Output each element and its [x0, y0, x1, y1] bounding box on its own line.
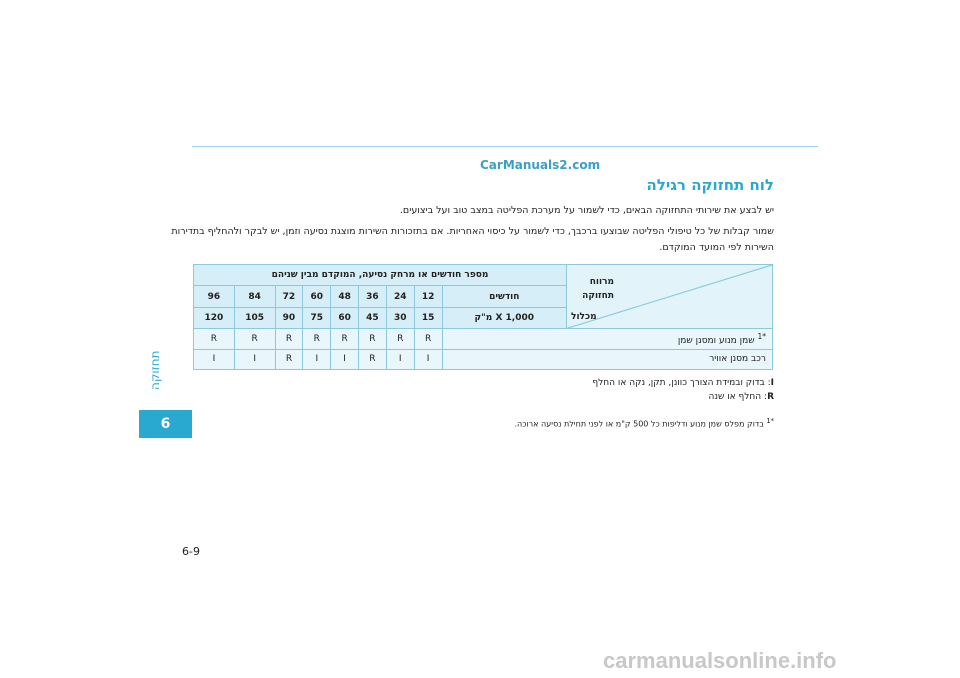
km-cell: 45 — [359, 307, 387, 328]
legend-key: R — [767, 392, 774, 402]
value-cell: I — [234, 349, 275, 369]
legend-colon: : — [761, 392, 768, 402]
value-cell: R — [359, 349, 387, 369]
months-label: חודשים — [442, 286, 567, 307]
paragraph-2: שמור קבלות של כל טיפולי הפליטה שבוצעו ברכבך, כדי לשמור על כיסוי האחריות. אם בתזכורות השירות מוצגת נסיעה וזמן, יש לבקר ולהחליף בתדירות — [171, 226, 774, 237]
km-cell: 105 — [234, 307, 275, 328]
row-label — [442, 329, 773, 349]
watermark-top[interactable]: CarManuals2.com — [480, 158, 601, 172]
km-cell: 120 — [194, 307, 235, 328]
value-cell: I — [194, 349, 235, 369]
months-cell: 60 — [303, 286, 331, 307]
value-cell: I — [386, 349, 414, 369]
table-header-row — [194, 265, 773, 286]
legend-item — [708, 392, 774, 402]
months-cell: 12 — [414, 286, 442, 307]
corner-top-line2: תחזוקה — [582, 291, 614, 301]
corner-top-line1: מרווח — [589, 277, 614, 287]
watermark-bottom[interactable]: carmanualsonline.info — [603, 648, 837, 673]
value-cell: R — [303, 329, 331, 349]
footnote — [514, 417, 774, 429]
km-cell: 15 — [414, 307, 442, 328]
footnote-mark: *1 — [766, 417, 774, 425]
footnote-ref: *1 — [757, 331, 766, 341]
legend-text: בדוק ובמידת הצורך כוונן, תקן, נקה או החלף — [592, 378, 765, 388]
value-cell: R — [275, 329, 303, 349]
footnote-text: בדוק מפלס שמן מנוע ודליפות כל 500 ק"מ או לפני תחילת נסיעה ארוכה. — [514, 419, 764, 429]
km-cell: 30 — [386, 307, 414, 328]
value-cell: I — [303, 349, 331, 369]
legend-key: I — [770, 378, 774, 388]
value-cell: R — [386, 329, 414, 349]
side-section-label: תחזוקה — [148, 350, 162, 390]
value-cell: I — [331, 349, 359, 369]
maintenance-schedule-table — [193, 264, 773, 370]
value-cell: R — [331, 329, 359, 349]
legend-text: החלף או שנה — [708, 392, 762, 402]
paragraph-3: השירות לפי המועד המוקדם. — [659, 242, 774, 253]
months-cell: 24 — [386, 286, 414, 307]
months-cell: 96 — [194, 286, 235, 307]
months-cell: 36 — [359, 286, 387, 307]
table-corner-cell — [567, 265, 773, 329]
legend-colon: : — [764, 378, 771, 388]
km-cell: 75 — [303, 307, 331, 328]
table-row — [194, 329, 773, 349]
corner-top-label — [582, 275, 614, 303]
months-cell: 72 — [275, 286, 303, 307]
km-label: 1,000 X מ"ק — [442, 307, 567, 328]
value-cell: R — [414, 329, 442, 349]
months-cell: 48 — [331, 286, 359, 307]
row-label-text: שמן מנוע ומסנן שמן — [677, 335, 755, 346]
page-title: לוח תחזוקה רגילה — [646, 176, 774, 194]
value-cell: R — [275, 349, 303, 369]
km-cell: 60 — [331, 307, 359, 328]
value-cell: R — [359, 329, 387, 349]
value-cell: I — [414, 349, 442, 369]
paragraph-1: יש לבצע את שירותי התחזוקה הבאים, כדי לשמור על מערכת הפליטה במצב טוב ועל ביצועים. — [399, 205, 774, 216]
value-cell: R — [234, 329, 275, 349]
km-cell: 90 — [275, 307, 303, 328]
table-row — [194, 349, 773, 369]
top-rule — [192, 146, 818, 147]
corner-bottom-label: מכלול — [571, 312, 597, 323]
chapter-tab[interactable]: 6 — [139, 410, 192, 438]
header-span-cell: מספר חודשים או מרחק נסיעה, המוקדם מבין שניהם — [194, 265, 567, 286]
value-cell: R — [194, 329, 235, 349]
months-cell: 84 — [234, 286, 275, 307]
row-label: רכב מסנן אוויר — [442, 349, 773, 369]
legend-item — [592, 378, 774, 388]
page-number: 6-9 — [182, 545, 200, 558]
